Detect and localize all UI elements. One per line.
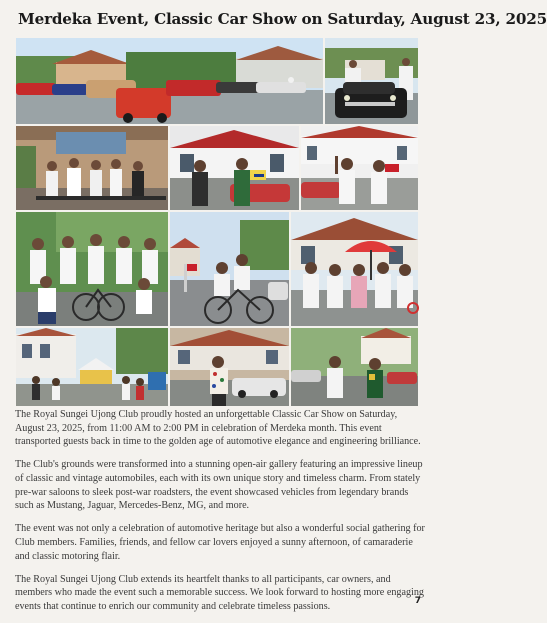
photo-group-with-umbrella [291, 212, 418, 326]
article-body [15, 408, 427, 623]
photo-stalls-and-crowd [16, 328, 168, 406]
photo-members-with-flags [170, 126, 299, 210]
photo-members-by-clubhouse [291, 328, 418, 406]
article-paragraph: The Club's grounds were transformed into a stunning open-air gallery featuring an impressive lineup of classic and vintage automobiles, each with its own unique story and timeless charm. From stately pre-war saloons to sleek post-war roadsters, the event showcased vehicles from legendary brands such as Mustang, Jaguar, Mercedes-Benz, MG, and more. [15, 459, 423, 512]
photo-members-group-clubhouse [16, 126, 168, 210]
photo-black-classic-car [325, 38, 418, 124]
page-number: 7 [414, 596, 421, 606]
photo-vintage-bicycle-couple [170, 212, 289, 326]
photo-collage [16, 38, 418, 406]
photo-member-floral-shirt [170, 328, 289, 406]
page-title: Merdeka Event, Classic Car Show on Saturday, August 23, 2025 [18, 10, 547, 28]
article-paragraph: The event was not only a celebration of automotive heritage but also a wonderful social gathering for Club members. Families, friends, and fellow car lovers enjoyed a sunny afternoon, of camaraderie and classic motoring flair. [15, 523, 425, 562]
photo-group-with-bicycle [16, 212, 168, 326]
article-paragraph: The Royal Sungei Ujong Club extends its heartfelt thanks to all participants, car owners, and members who made the event such a memorable success. We look forward to hosting more engaging events that continue to enrich our community and celebrate timeless passions. [15, 573, 424, 612]
photo-member-with-flag [301, 126, 418, 210]
photo-car-show-lineup [16, 38, 323, 124]
article-paragraph: The Royal Sungei Ujong Club proudly hosted an unforgettable Classic Car Show on Saturday, August 23, 2025, from 11:00 AM to 2:00 PM in celebration of Merdeka month. This event transported guests back in time to the golden age of automotive elegance and engineering brilliance. [15, 409, 421, 448]
